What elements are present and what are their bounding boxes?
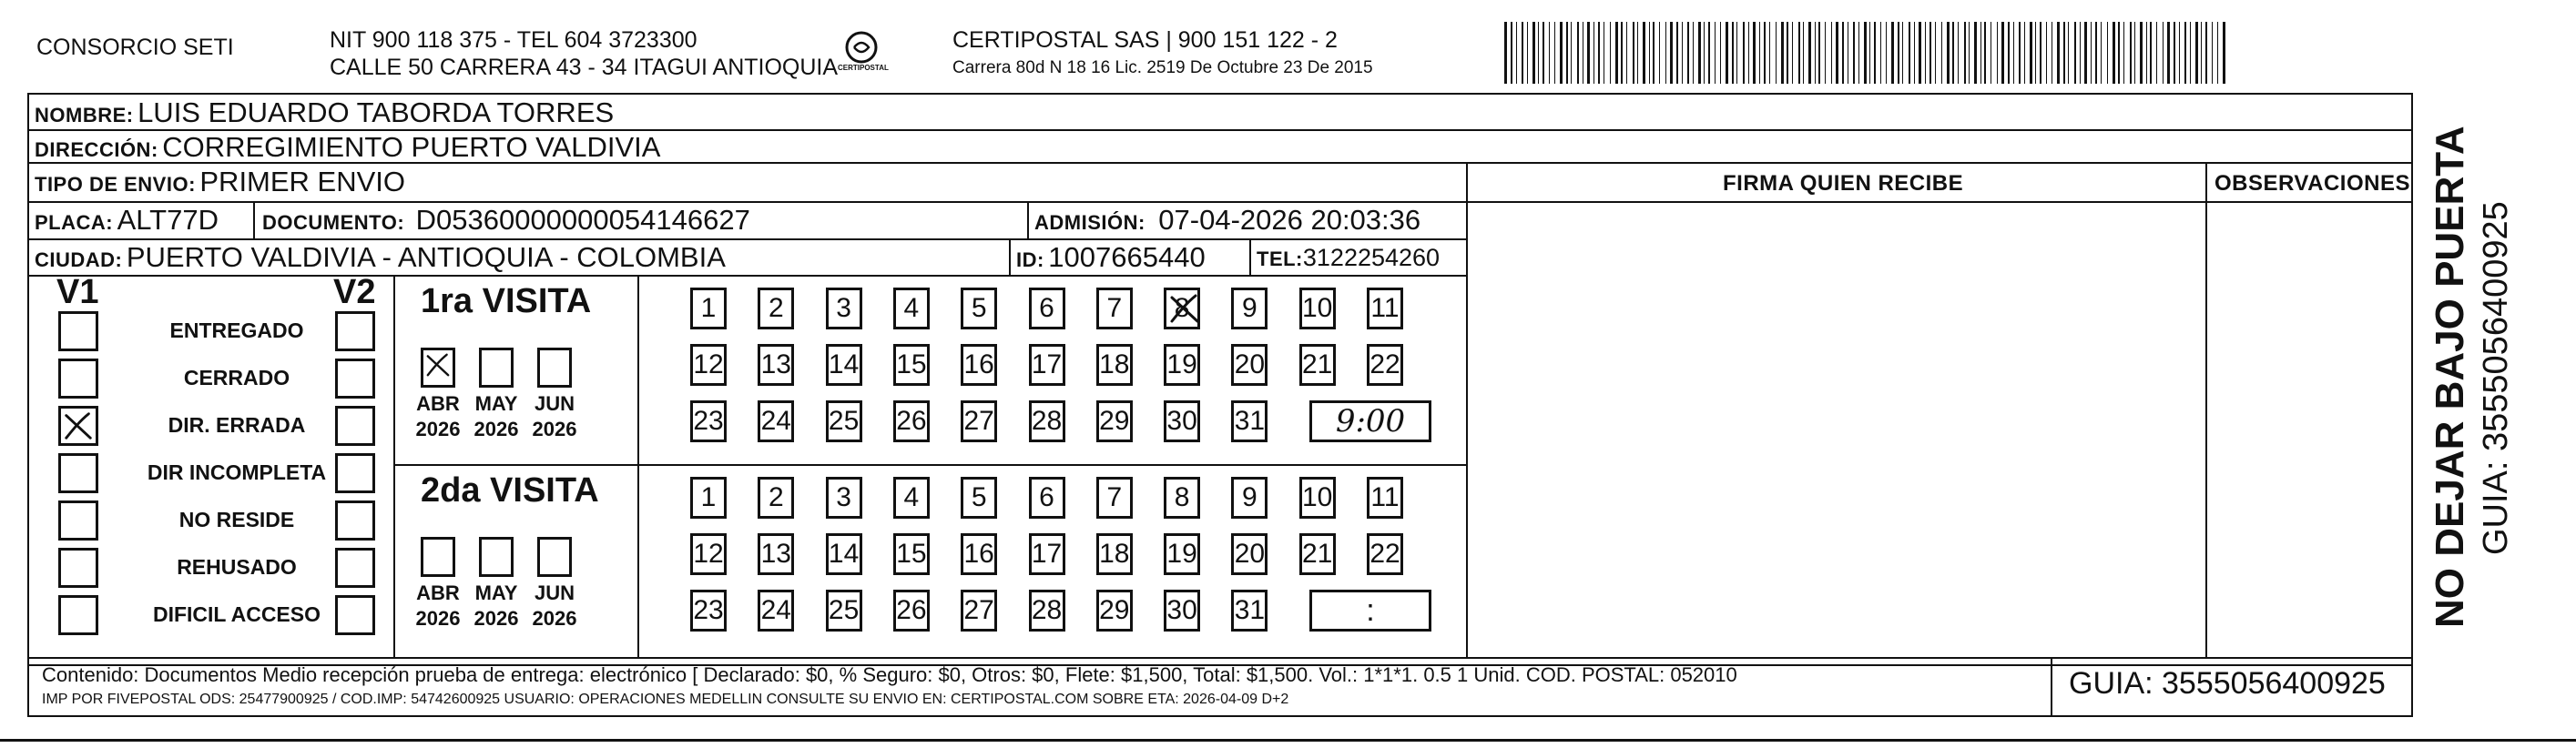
placa-label: PLACA: bbox=[35, 211, 114, 234]
contenido-line: Contenido: Documentos Medio recepción prueba de entrega: electrónico [ Declarado: $0, % Seguro: $0, Otros: $0, Flete: $1,500, Total: $1,500. Vol.: 1*1*1. 0.5 1 Unid. COD. POSTAL: 052010 bbox=[42, 663, 1737, 686]
reason-label: NO RESIDE bbox=[178, 508, 295, 531]
visit2-day-box[interactable]: 8 bbox=[1164, 477, 1200, 519]
visit1-day-box[interactable]: 23 bbox=[690, 400, 727, 442]
visit2-month-box-1[interactable] bbox=[479, 537, 514, 577]
visit1-month-label bbox=[527, 391, 582, 442]
visit2-day-box[interactable]: 15 bbox=[893, 533, 930, 575]
documento-value: D05360000000054146627 bbox=[415, 204, 750, 236]
reason-label: CERRADO bbox=[183, 366, 290, 389]
v2-checkbox-2[interactable] bbox=[335, 406, 375, 446]
documento-label: DOCUMENTO: bbox=[262, 211, 405, 234]
visit2-day-box[interactable]: 5 bbox=[961, 477, 997, 519]
visit1-month-label bbox=[411, 391, 465, 442]
visit2-day-box[interactable]: 28 bbox=[1029, 590, 1065, 632]
v2-checkbox-5[interactable] bbox=[335, 548, 375, 588]
visit2-day-box[interactable]: 17 bbox=[1029, 533, 1065, 575]
visit1-day-box[interactable]: 27 bbox=[961, 400, 997, 442]
documento-row bbox=[262, 204, 750, 237]
month-name: JUN bbox=[534, 581, 575, 604]
v2-label: V2 bbox=[333, 273, 376, 311]
direccion-row bbox=[35, 131, 660, 164]
v2-checkbox-3[interactable] bbox=[335, 453, 375, 493]
visit2-month-label bbox=[469, 581, 524, 632]
v1-checkbox-6[interactable] bbox=[58, 595, 98, 635]
visit1-day-box[interactable]: 10 bbox=[1299, 288, 1336, 329]
month-year: 2026 bbox=[473, 418, 519, 440]
visit2-title: 2da VISITA bbox=[421, 471, 599, 510]
v1-checkbox-4[interactable] bbox=[58, 500, 98, 541]
visit1-day-box[interactable]: 13 bbox=[758, 344, 794, 386]
visit2-day-box[interactable]: 1 bbox=[690, 477, 727, 519]
visit1-day-box[interactable]: 9 bbox=[1231, 288, 1268, 329]
visit2-day-box[interactable]: 14 bbox=[826, 533, 862, 575]
visit1-day-box[interactable]: 7 bbox=[1096, 288, 1133, 329]
visit1-day-box[interactable]: 21 bbox=[1299, 344, 1336, 386]
visit2-day-box[interactable]: 2 bbox=[758, 477, 794, 519]
observaciones-header: OBSERVACIONES bbox=[2215, 171, 2410, 196]
tipo-envio-row bbox=[35, 166, 405, 198]
company-name: CONSORCIO SETI bbox=[36, 35, 234, 60]
v1-checkbox-2[interactable] bbox=[58, 406, 98, 446]
visit1-day-box[interactable]: 24 bbox=[758, 400, 794, 442]
v1-checkbox-1[interactable] bbox=[58, 359, 98, 399]
visit2-day-box[interactable]: 18 bbox=[1096, 533, 1133, 575]
visit1-day-box[interactable]: 29 bbox=[1096, 400, 1133, 442]
visit2-day-box[interactable]: 20 bbox=[1231, 533, 1268, 575]
visit1-month-box-0[interactable] bbox=[421, 348, 455, 388]
visit1-month-label bbox=[469, 391, 524, 442]
visit2-month-box-2[interactable] bbox=[537, 537, 572, 577]
v1-checkbox-3[interactable] bbox=[58, 453, 98, 493]
id-value: 1007665440 bbox=[1048, 241, 1206, 273]
visit2-day-box[interactable]: 11 bbox=[1367, 477, 1403, 519]
v2-checkbox-0[interactable] bbox=[335, 311, 375, 351]
visit1-day-box[interactable]: 28 bbox=[1029, 400, 1065, 442]
visit2-day-box[interactable]: 23 bbox=[690, 590, 727, 632]
firma-header: FIRMA QUIEN RECIBE bbox=[1723, 171, 1964, 196]
visit1-day-box[interactable]: 17 bbox=[1029, 344, 1065, 386]
tipo-envio-label: TIPO DE ENVIO: bbox=[35, 173, 196, 196]
visit1-day-box[interactable]: 15 bbox=[893, 344, 930, 386]
visit2-month-box-0[interactable] bbox=[421, 537, 455, 577]
nombre-row bbox=[35, 96, 614, 129]
reason-label: DIR. ERRADA bbox=[168, 413, 306, 437]
tel-value: 3122254260 bbox=[1302, 244, 1441, 271]
certipostal-line: CERTIPOSTAL SAS | 900 151 122 - 2 bbox=[952, 27, 1338, 53]
visit2-day-box[interactable]: 13 bbox=[758, 533, 794, 575]
visit2-day-box[interactable]: 24 bbox=[758, 590, 794, 632]
reason-label: ENTREGADO bbox=[169, 318, 304, 342]
ciudad-row bbox=[35, 241, 726, 274]
address-line: CALLE 50 CARRERA 43 - 34 ITAGUI ANTIOQUIA bbox=[330, 55, 839, 80]
visit2-day-box[interactable]: 27 bbox=[961, 590, 997, 632]
visit2-day-box[interactable]: 29 bbox=[1096, 590, 1133, 632]
visit2-day-box[interactable]: 16 bbox=[961, 533, 997, 575]
visit2-day-box[interactable]: 22 bbox=[1367, 533, 1403, 575]
imp-line: IMP POR FIVEPOSTAL ODS: 25477900925 / COD.IMP: 54742600925 USUARIO: OPERACIONES MEDELLIN CONSULTE SU ENVIO EN: CERTIPOSTAL.COM SOBRE ETA: 2026-04-09 D+2 bbox=[42, 692, 1289, 707]
admision-row bbox=[1034, 204, 1420, 237]
v1-checkbox-0[interactable] bbox=[58, 311, 98, 351]
footer-guia: GUIA: 3555056400925 bbox=[2069, 666, 2386, 701]
visit2-day-box[interactable]: 19 bbox=[1164, 533, 1200, 575]
tipo-envio-value: PRIMER ENVIO bbox=[199, 166, 406, 197]
nombre-value: LUIS EDUARDO TABORDA TORRES bbox=[137, 96, 615, 128]
nit-line: NIT 900 118 375 - TEL 604 3723300 bbox=[330, 27, 697, 53]
visit1-day-box[interactable]: 6 bbox=[1029, 288, 1065, 329]
visit2-day-box[interactable]: 25 bbox=[826, 590, 862, 632]
visit1-day-box[interactable]: 2 bbox=[758, 288, 794, 329]
visit2-day-box[interactable]: 12 bbox=[690, 533, 727, 575]
visit1-month-box-1[interactable] bbox=[479, 348, 514, 388]
tel-row bbox=[1257, 244, 1440, 272]
ciudad-label: CIUDAD: bbox=[35, 248, 123, 271]
admision-label: ADMISIÓN: bbox=[1034, 211, 1145, 234]
v1-checkbox-5[interactable] bbox=[58, 548, 98, 588]
direccion-label: DIRECCIÓN: bbox=[35, 138, 158, 161]
reason-label: DIR INCOMPLETA bbox=[147, 460, 327, 484]
month-year: 2026 bbox=[532, 607, 577, 630]
visit2-day-box[interactable]: 26 bbox=[893, 590, 930, 632]
visit2-month-label bbox=[411, 581, 465, 632]
reason-label: REHUSADO bbox=[177, 555, 297, 579]
id-label: ID: bbox=[1016, 248, 1044, 271]
placa-row bbox=[35, 204, 219, 237]
month-name: JUN bbox=[534, 392, 575, 415]
nombre-label: NOMBRE: bbox=[35, 104, 134, 126]
month-name: MAY bbox=[474, 581, 518, 604]
visit1-day-box[interactable]: 18 bbox=[1096, 344, 1133, 386]
id-row bbox=[1016, 241, 1206, 274]
visit2-month-label bbox=[527, 581, 582, 632]
visit2-day-box[interactable]: 21 bbox=[1299, 533, 1336, 575]
visit1-day-box-checked[interactable]: 8 bbox=[1164, 288, 1200, 329]
visit1-day-box[interactable]: 19 bbox=[1164, 344, 1200, 386]
visit2-day-box[interactable]: 30 bbox=[1164, 590, 1200, 632]
reason-label: DIFICIL ACCESO bbox=[152, 602, 321, 626]
visit2-day-box[interactable]: 3 bbox=[826, 477, 862, 519]
month-name: MAY bbox=[474, 392, 518, 415]
visit2-day-box[interactable]: 10 bbox=[1299, 477, 1336, 519]
direccion-value: CORREGIMIENTO PUERTO VALDIVIA bbox=[162, 131, 661, 163]
admision-value: 07-04-2026 20:03:36 bbox=[1158, 204, 1421, 236]
visit1-day-box[interactable]: 31 bbox=[1231, 400, 1268, 442]
visit2-day-box[interactable]: 7 bbox=[1096, 477, 1133, 519]
v2-checkbox-4[interactable] bbox=[335, 500, 375, 541]
visit1-day-box[interactable]: 5 bbox=[961, 288, 997, 329]
v2-checkbox-1[interactable] bbox=[335, 359, 375, 399]
visit1-title: 1ra VISITA bbox=[421, 282, 592, 320]
side-warning: NO DEJAR BAJO PUERTA bbox=[2428, 126, 2472, 628]
logo-text: CERTIPOSTAL bbox=[838, 64, 889, 72]
placa-value: ALT77D bbox=[117, 204, 219, 236]
visit1-day-box[interactable]: 4 bbox=[893, 288, 930, 329]
tel-label: TEL: bbox=[1257, 248, 1303, 270]
v2-checkbox-6[interactable] bbox=[335, 595, 375, 635]
visit1-day-box[interactable]: 22 bbox=[1367, 344, 1403, 386]
visit2-day-box[interactable]: 4 bbox=[893, 477, 930, 519]
visit1-day-box[interactable]: 25 bbox=[826, 400, 862, 442]
month-year: 2026 bbox=[415, 418, 461, 440]
visit1-month-box-2[interactable] bbox=[537, 348, 572, 388]
visit1-time-box[interactable]: 9:00 bbox=[1309, 400, 1431, 442]
visit1-day-box[interactable]: 16 bbox=[961, 344, 997, 386]
certipostal-logo-icon bbox=[836, 27, 887, 78]
visit1-day-box[interactable]: 11 bbox=[1367, 288, 1403, 329]
v1-label: V1 bbox=[56, 273, 99, 311]
month-name: ABR bbox=[416, 392, 460, 415]
month-year: 2026 bbox=[532, 418, 577, 440]
license-line: Carrera 80d N 18 16 Lic. 2519 De Octubre 23 De 2015 bbox=[952, 58, 1373, 77]
month-year: 2026 bbox=[473, 607, 519, 630]
visit1-day-box[interactable]: 12 bbox=[690, 344, 727, 386]
month-name: ABR bbox=[416, 581, 460, 604]
visit2-day-box[interactable]: 6 bbox=[1029, 477, 1065, 519]
visit2-day-box[interactable]: 31 bbox=[1231, 590, 1268, 632]
visit1-day-box[interactable]: 1 bbox=[690, 288, 727, 329]
visit2-day-box[interactable]: 9 bbox=[1231, 477, 1268, 519]
visit1-day-box[interactable]: 20 bbox=[1231, 344, 1268, 386]
side-guia: GUIA: 3555056400925 bbox=[2477, 201, 2515, 555]
ciudad-value: PUERTO VALDIVIA - ANTIOQUIA - COLOMBIA bbox=[126, 241, 726, 273]
visit1-day-box[interactable]: 30 bbox=[1164, 400, 1200, 442]
month-year: 2026 bbox=[415, 607, 461, 630]
visit1-day-box[interactable]: 3 bbox=[826, 288, 862, 329]
visit2-time-box[interactable]: : bbox=[1309, 590, 1431, 632]
visit1-day-box[interactable]: 26 bbox=[893, 400, 930, 442]
visit1-day-box[interactable]: 14 bbox=[826, 344, 862, 386]
barcode bbox=[1504, 22, 2233, 84]
